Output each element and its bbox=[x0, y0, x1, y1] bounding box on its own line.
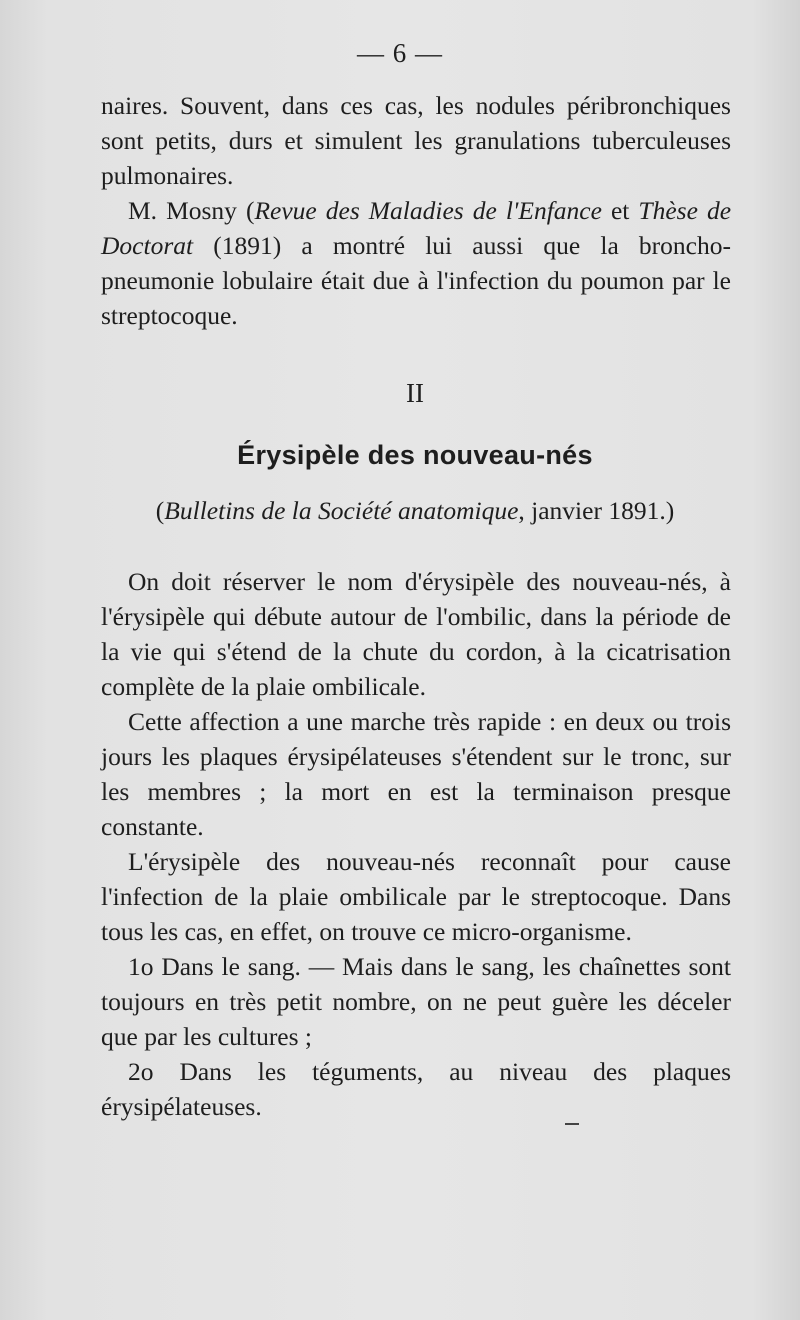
body-paragraph-definition: On doit réserver le nom d'érysipèle des nouveau-nés, à l'érysipèle qui débute autour de l'ombilic, dans la période de la vie qui s'étend de la chute du cordon, à la cicatrisation complète de la plaie ombilicale. bbox=[101, 567, 731, 701]
mosny-paragraph bbox=[101, 193, 731, 333]
continuation-text bbox=[101, 88, 731, 333]
body-paragraph-blood: 1o Dans le sang. — Mais dans le sang, les chaînettes sont toujours en très petit nombre, on ne peut guère les déceler que par les cultures ; bbox=[101, 952, 731, 1051]
mosny-connector: et bbox=[601, 196, 639, 225]
section-source bbox=[0, 496, 800, 526]
source-date: , janvier 1891.) bbox=[518, 496, 675, 525]
body-paragraph-progression: Cette affection a une marche très rapide : en deux ou trois jours les plaques érysipélateuses s'étendent sur le tronc, sur les membres ; la mort en est la terminaison presque constante. bbox=[101, 707, 731, 841]
body-paragraph-cause: L'érysipèle des nouveau-nés reconnaît pour cause l'infection de la plaie ombilicale par le streptocoque. Dans tous les cas, en effet, on trouve ce micro-organisme. bbox=[101, 847, 731, 946]
mosny-statement: (1891) a montré lui aussi que la broncho-pneumonie lobulaire était due à l'infection du poumon par le streptocoque. bbox=[101, 231, 731, 330]
source-journal: Bulletins de la Société anatomique bbox=[164, 496, 519, 525]
mosny-journal-title: Revue des Maladies de l'Enfance bbox=[254, 196, 602, 225]
continuation-paragraph: naires. Souvent, dans ces cas, les nodules péribronchiques sont petits, durs et simulent les granulations tuberculeuses pulmonaires. bbox=[101, 91, 731, 190]
page-number: — 6 — bbox=[357, 38, 443, 68]
source-open-paren: ( bbox=[155, 496, 165, 525]
mosny-author: M. Mosny ( bbox=[128, 196, 255, 225]
body-paragraph-tissues: 2o Dans les téguments, au niveau des plaques érysipélateuses. bbox=[101, 1057, 731, 1121]
section-title: Érysipèle des nouveau-nés bbox=[237, 440, 593, 470]
end-dash bbox=[565, 1123, 579, 1125]
section-number: II bbox=[406, 378, 424, 408]
mosny-thesis-title: Thèse de Doctorat bbox=[101, 196, 732, 260]
section-body bbox=[101, 564, 731, 1124]
